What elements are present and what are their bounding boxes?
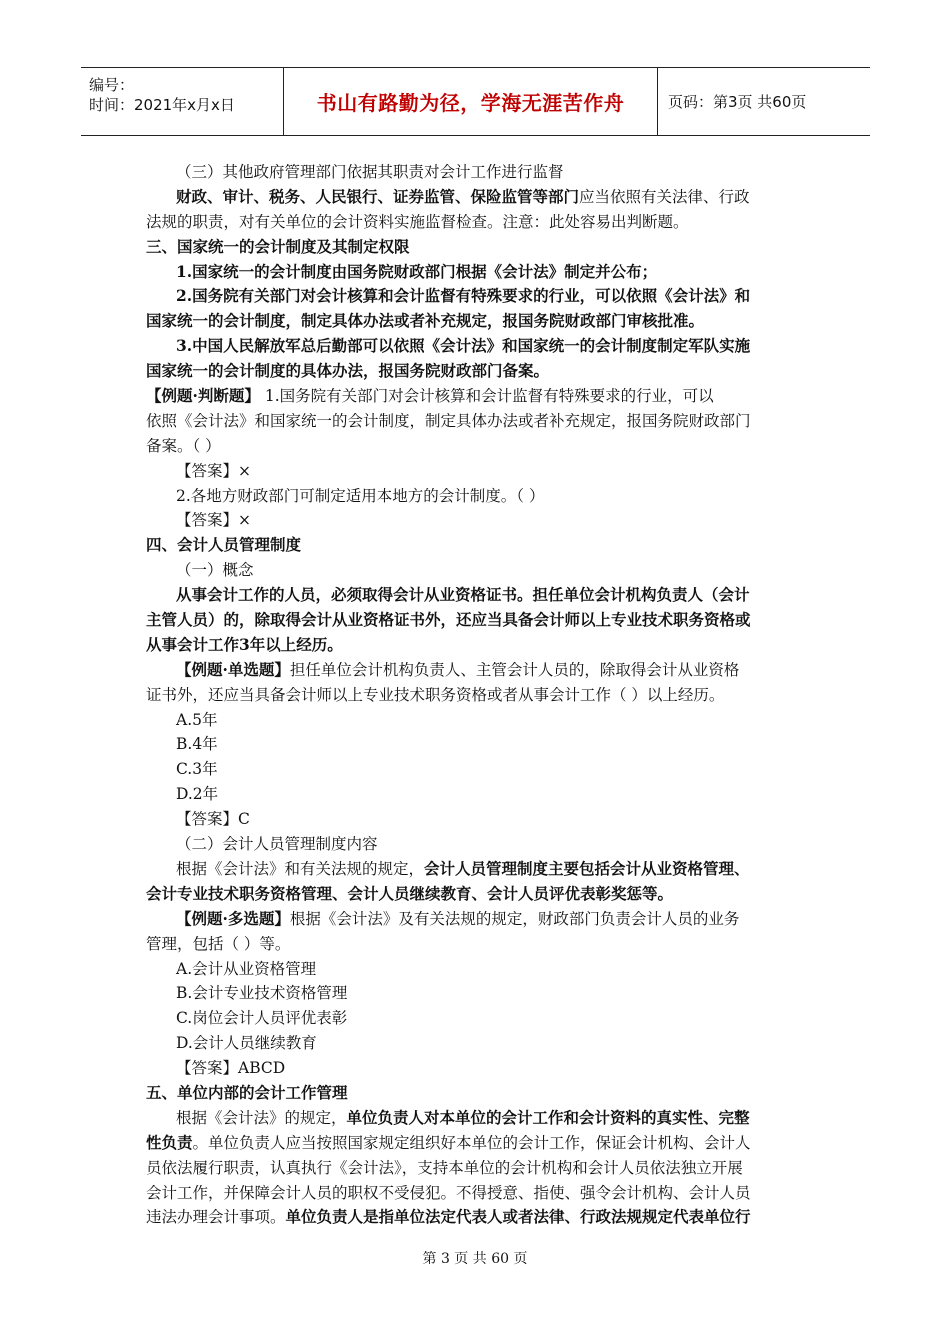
page-footer: 第 3 页 共 60 页 bbox=[422, 1251, 528, 1267]
header-page-info: 页码：第3页 共60页 bbox=[668, 93, 807, 111]
body-text: 1.国务院有关部门对会计核算和会计监督有特殊要求的行业，可以 bbox=[259, 387, 714, 406]
bold-text: 会计专业技术职务资格管理、会计人员继续教育、会计人员评优表彰奖惩等。 bbox=[146, 883, 674, 903]
body-text: 根据《会计法》的规定， bbox=[176, 1108, 347, 1127]
body-text: 担任单位会计机构负责人、主管会计人员的，除取得会计从业资格 bbox=[289, 660, 740, 679]
body-text: A.会计从业资格管理 bbox=[176, 959, 317, 978]
text-line bbox=[146, 807, 812, 832]
text-line bbox=[146, 1056, 812, 1081]
text-line bbox=[146, 882, 812, 907]
body-text: 依照《会计法》和国家统一的会计制度，制定具体办法或者补充规定，报国务院财政部门 bbox=[146, 411, 751, 430]
text-line bbox=[146, 210, 812, 235]
bold-text: 主管人员）的，除取得会计从业资格证书外，还应当具备会计师以上专业技术职务资格或 bbox=[146, 610, 751, 630]
text-line bbox=[146, 907, 812, 932]
text-line bbox=[146, 757, 812, 782]
text-line bbox=[146, 932, 812, 957]
text-line bbox=[146, 981, 812, 1006]
bold-text: 从事会计工作的人员，必须取得会计从业资格证书。担任单位会计机构负责人（会计 bbox=[176, 585, 750, 605]
text-line bbox=[146, 1205, 812, 1230]
text-line bbox=[146, 1031, 812, 1056]
body-text: 应当依照有关法律、行政 bbox=[579, 187, 750, 206]
body-text: B.4年 bbox=[176, 735, 218, 754]
text-line bbox=[146, 434, 812, 459]
text-line bbox=[146, 235, 812, 260]
page-header bbox=[81, 67, 870, 136]
body-text: （二）会计人员管理制度内容 bbox=[176, 835, 378, 854]
text-line bbox=[146, 1106, 812, 1131]
text-line bbox=[146, 683, 812, 708]
text-line bbox=[146, 508, 812, 533]
bold-text: 2.国务院有关部门对会计核算和会计监督有特殊要求的行业，可以依照《会计法》和 bbox=[176, 286, 751, 306]
body-text: D.2年 bbox=[176, 785, 219, 804]
text-line bbox=[146, 1081, 812, 1106]
text-line bbox=[146, 533, 812, 558]
body-text: 备案。（ ） bbox=[146, 436, 221, 455]
header-motto: 书山有路勤为径，学海无涯苦作舟 bbox=[316, 91, 625, 115]
text-line bbox=[146, 484, 812, 509]
body-text: C.岗位会计人员评优表彰 bbox=[176, 1009, 348, 1028]
text-line bbox=[146, 832, 812, 857]
body-text: （三）其他政府管理部门依据其职责对会计工作进行监督 bbox=[176, 163, 564, 181]
document-date: 时间：2021年x月x日 bbox=[89, 96, 235, 114]
document-number: 编号： bbox=[89, 76, 135, 94]
body-text: B.会计专业技术资格管理 bbox=[176, 984, 348, 1003]
body-text: 【答案】× bbox=[176, 511, 251, 530]
bold-text: 1.国家统一的会计制度由国务院财政部门根据《会计法》制定并公布； bbox=[176, 261, 658, 281]
text-line bbox=[146, 857, 812, 882]
document-body bbox=[146, 160, 812, 1230]
body-text: 【答案】C bbox=[176, 810, 250, 829]
text-line bbox=[146, 608, 812, 633]
text-line bbox=[146, 359, 812, 384]
bold-text: 单位负责人对本单位的会计工作和会计资料的真实性、完整 bbox=[346, 1107, 750, 1127]
text-line bbox=[146, 1006, 812, 1031]
body-text: 法规的职责，对有关单位的会计资料实施监督检查。注意：此处容易出判断题。 bbox=[146, 212, 689, 231]
text-line bbox=[146, 309, 812, 334]
text-line bbox=[146, 384, 812, 409]
bold-text: 性负责 bbox=[146, 1132, 193, 1152]
text-line bbox=[146, 957, 812, 982]
body-text: 员依法履行职责，认真执行《会计法》，支持本单位的会计机构和会计人员依法独立开展 bbox=[146, 1158, 743, 1177]
text-line bbox=[146, 1156, 812, 1181]
body-text: 证书外，还应当具备会计师以上专业技术职务资格或者从事会计工作（ ）以上经历。 bbox=[146, 685, 725, 704]
header-meta-cell bbox=[81, 68, 284, 135]
body-text: 。单位负责人应当按照国家规定组织好本单位的会计工作，保证会计机构、会计人 bbox=[192, 1133, 751, 1152]
header-motto-cell bbox=[284, 68, 658, 135]
text-line bbox=[146, 633, 812, 658]
text-line bbox=[146, 708, 812, 733]
bold-text: 会计人员管理制度主要包括会计从业资格管理、 bbox=[424, 858, 750, 878]
body-text: 会计工作，并保障会计人员的职权不受侵犯。不得授意、指使、强令会计机构、会计人员 bbox=[146, 1183, 751, 1202]
bold-text: 财政、审计、税务、人民银行、证券监管、保险监管等部门 bbox=[176, 186, 580, 206]
body-text: （一）概念 bbox=[176, 561, 254, 580]
header-page-cell bbox=[658, 68, 870, 135]
bold-text: 四、会计人员管理制度 bbox=[146, 535, 302, 555]
body-text: 根据《会计法》及有关法规的规定，财政部门负责会计人员的业务 bbox=[289, 909, 740, 928]
text-line bbox=[146, 732, 812, 757]
bold-text: 国家统一的会计制度的具体办法，报国务院财政部门备案。 bbox=[146, 361, 550, 381]
text-line bbox=[146, 160, 812, 185]
text-line bbox=[146, 260, 812, 285]
text-line bbox=[146, 185, 812, 210]
bold-text: 国家统一的会计制度，制定具体办法或者补充规定，报国务院财政部门审核批准。 bbox=[146, 311, 705, 331]
body-text: D.会计人员继续教育 bbox=[176, 1034, 317, 1053]
body-text: 管理，包括（ ）等。 bbox=[146, 934, 291, 953]
bold-text: 单位负责人是指单位法定代表人或者法律、行政法规规定代表单位行 bbox=[285, 1207, 751, 1227]
bold-text: 三、国家统一的会计制度及其制定权限 bbox=[146, 236, 410, 256]
bold-text: 【例题·判断题】 bbox=[146, 386, 260, 406]
body-text: 根据《会计法》和有关法规的规定， bbox=[176, 859, 425, 878]
body-text: A.5年 bbox=[176, 710, 218, 729]
body-text: C.3年 bbox=[176, 760, 218, 779]
bold-text: 五、单位内部的会计工作管理 bbox=[146, 1082, 348, 1102]
text-line bbox=[146, 558, 812, 583]
text-line bbox=[146, 583, 812, 608]
bold-text: 3.中国人民解放军总后勤部可以依照《会计法》和国家统一的会计制度制定军队实施 bbox=[176, 336, 751, 356]
text-line bbox=[146, 334, 812, 359]
bold-text: 【例题·多选题】 bbox=[176, 908, 290, 928]
text-line bbox=[146, 409, 812, 434]
body-text: 2.各地方财政部门可制定适用本地方的会计制度。（ ） bbox=[176, 486, 545, 505]
text-line bbox=[146, 284, 812, 309]
text-line bbox=[146, 1131, 812, 1156]
text-line bbox=[146, 782, 812, 807]
body-text: 【答案】× bbox=[176, 461, 251, 480]
text-line bbox=[146, 658, 812, 683]
body-text: 【答案】ABCD bbox=[176, 1059, 286, 1078]
bold-text: 【例题·单选题】 bbox=[176, 659, 290, 679]
bold-text: 从事会计工作3年以上经历。 bbox=[146, 634, 343, 654]
text-line bbox=[146, 1181, 812, 1206]
text-line bbox=[146, 459, 812, 484]
body-text: 违法办理会计事项。 bbox=[146, 1208, 286, 1227]
